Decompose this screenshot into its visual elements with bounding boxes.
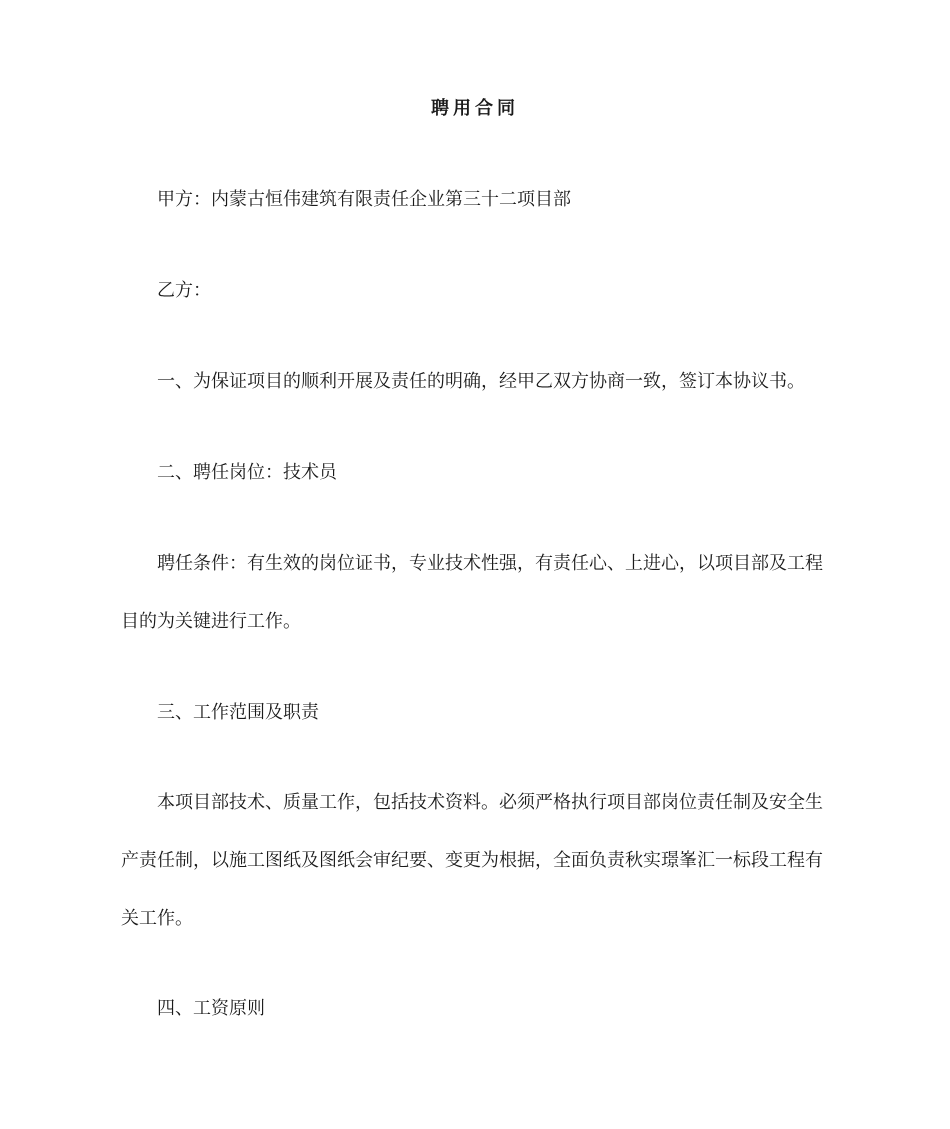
- section-four-heading: 四、工资原则: [157, 998, 265, 1019]
- party-b-paragraph: 乙方：: [157, 280, 211, 301]
- scope-duties-paragraph: 本项目部技术、质量工作，包括技术资料。必须严格执行项目部岗位责任制及安全生产责任制，以施工图纸及图纸会审纪要、变更为根据，全面负责秋实璟峯汇一标段工程有关工作。: [121, 792, 823, 929]
- hiring-conditions-paragraph: 聘任条件：有生效的岗位证书，专业技术性强，有责任心、上进心，以项目部及工程目的为关键进行工作。: [121, 553, 823, 632]
- section-one-paragraph: 一、为保证项目的顺利开展及责任的明确，经甲乙双方协商一致，签订本协议书。: [157, 371, 805, 392]
- party-a-paragraph: 甲方：内蒙古恒伟建筑有限责任企业第三十二项目部: [157, 189, 571, 210]
- section-two-heading: 二、聘任岗位：技术员: [157, 462, 337, 483]
- section-three-heading: 三、工作范围及职责: [157, 702, 319, 723]
- document-title: 聘用合同: [431, 98, 519, 119]
